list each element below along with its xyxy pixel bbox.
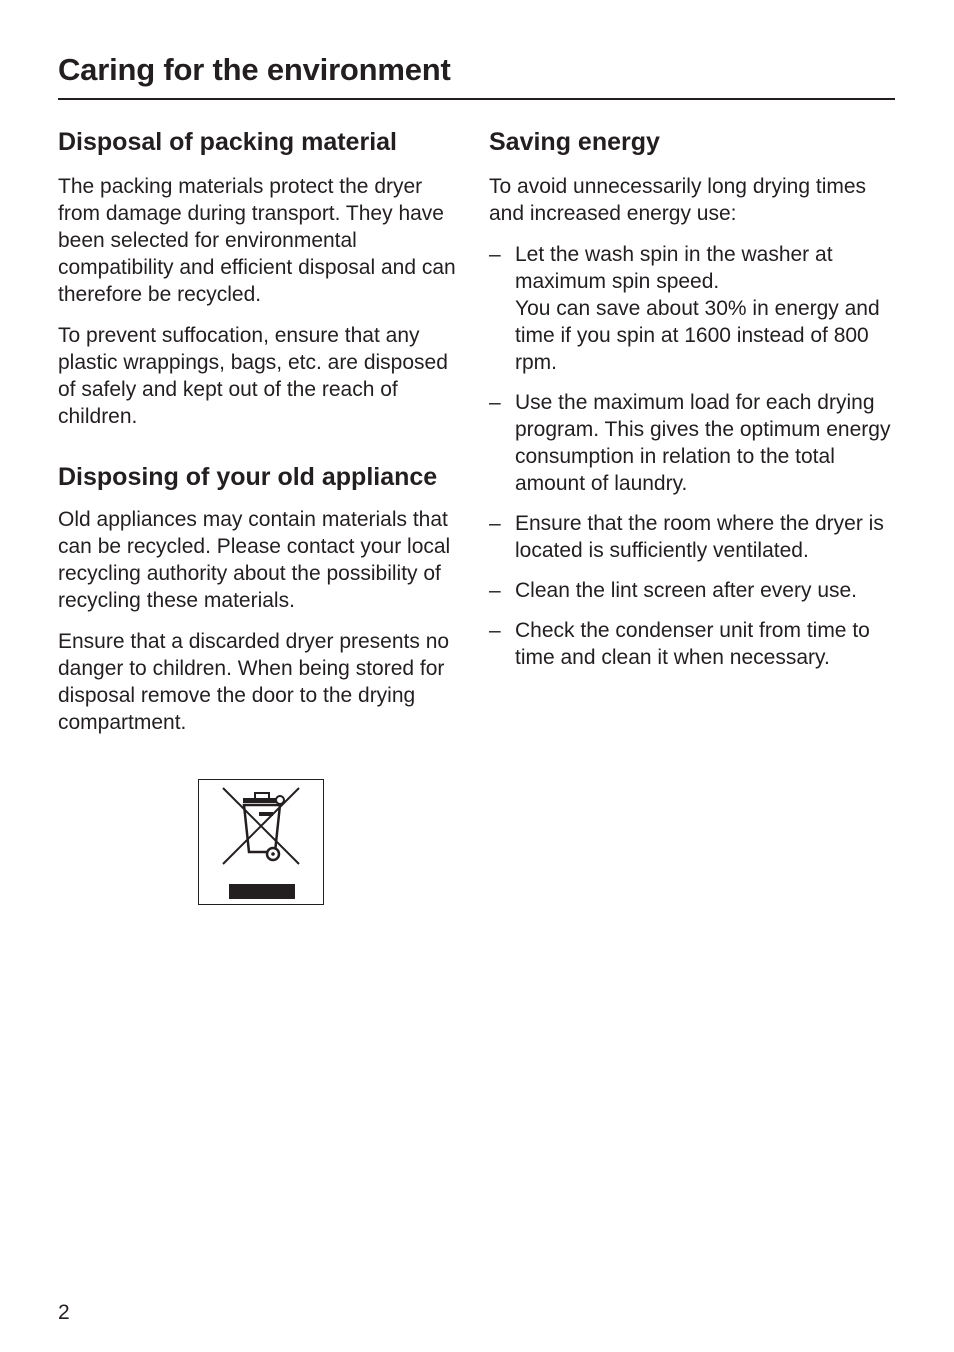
section-heading-saving-energy: Saving energy bbox=[489, 128, 660, 156]
paragraph: The packing materials protect the dryer from damage during transport. They have been selected for environmental compatibility and efficient disposal and can therefore be recycled. bbox=[58, 175, 456, 306]
crossed-out-wheelie-bin-icon bbox=[199, 780, 323, 904]
dash-bullet: – bbox=[489, 243, 501, 266]
dash-bullet: – bbox=[489, 512, 501, 535]
energy-tips-list bbox=[489, 241, 899, 671]
list-item bbox=[489, 389, 899, 497]
list-item-text: Ensure that the room where the dryer is located is sufficiently ventilated. bbox=[515, 512, 884, 562]
list-item-text: Check the condenser unit from time to time and clean it when necessary. bbox=[515, 619, 870, 669]
intro-paragraph: To avoid unnecessarily long drying times and increased energy use: bbox=[489, 175, 867, 225]
list-item bbox=[489, 617, 899, 671]
list-item bbox=[489, 577, 899, 604]
right-column bbox=[489, 126, 899, 684]
list-item-text: Use the maximum load for each drying program. This gives the optimum energy consumption in relation to the total amount of laundry. bbox=[515, 391, 891, 495]
paragraph: To prevent suffocation, ensure that any plastic wrappings, bags, etc. are disposed of safely and kept out of the reach of children. bbox=[58, 324, 448, 428]
dash-bullet: – bbox=[489, 579, 501, 602]
dash-bullet: – bbox=[489, 391, 501, 414]
left-column bbox=[58, 126, 466, 750]
paragraph: Ensure that a discarded dryer presents no danger to children. When being stored for disposal remove the door to the drying compartment. bbox=[58, 630, 450, 734]
list-item-note: You can save about 30% in energy and time if you spin at 1600 instead of 800 rpm. bbox=[515, 297, 880, 374]
list-item-text: Clean the lint screen after every use. bbox=[515, 579, 858, 602]
page-title: Caring for the environment bbox=[58, 52, 451, 87]
list-item bbox=[489, 510, 899, 564]
section-heading-packing: Disposal of packing material bbox=[58, 128, 397, 156]
list-item-text: Let the wash spin in the washer at maximum spin speed. bbox=[515, 243, 833, 293]
list-item bbox=[489, 241, 899, 376]
weee-symbol-box bbox=[198, 779, 324, 905]
section-heading-old-appliance: Disposing of your old appliance bbox=[58, 463, 438, 491]
paragraph: Old appliances may contain materials that can be recycled. Please contact your local recycling authority about the possibility of recycling these materials. bbox=[58, 508, 451, 612]
page-number: 2 bbox=[58, 1301, 70, 1324]
title-divider bbox=[58, 98, 895, 100]
dash-bullet: – bbox=[489, 619, 501, 642]
